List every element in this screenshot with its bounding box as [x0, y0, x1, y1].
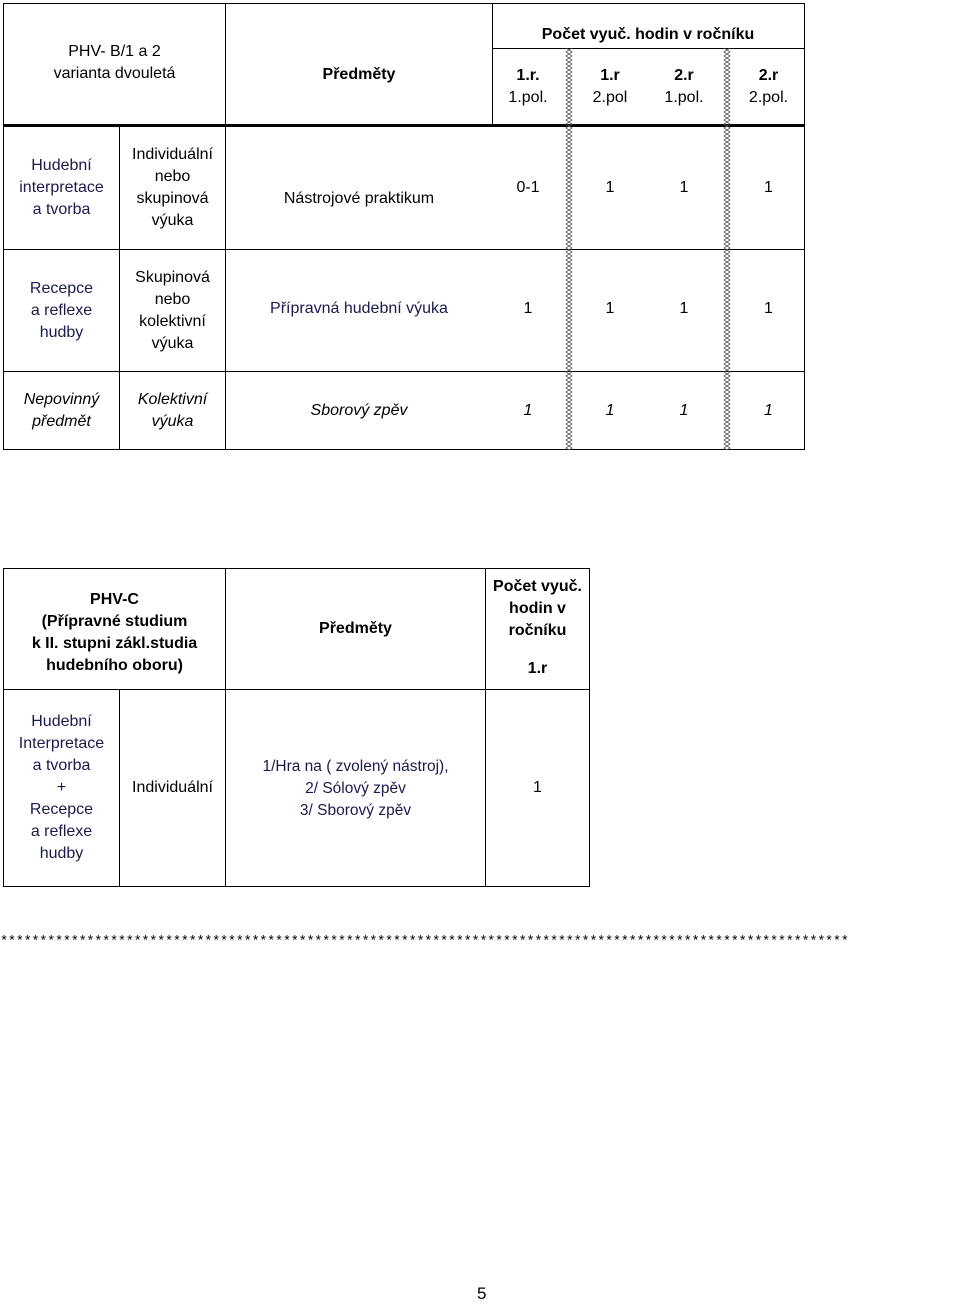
row3-value-2: 1	[605, 402, 615, 419]
year-header-4: 2.r 2.pol.	[748, 67, 789, 106]
program-title-cell	[4, 38, 225, 88]
zigzag-divider	[563, 48, 575, 450]
row3-value-1: 1	[523, 402, 533, 419]
row1-form: Individuální nebo skupinová výuka	[132, 146, 213, 229]
phv-c-area: Hudební Interpretace a tvorba + Recepce a reflexe hudby	[18, 713, 105, 862]
row3-form: Kolektivní výuka	[137, 390, 208, 430]
year-header-1: 1.r. 1.pol.	[508, 67, 548, 106]
phv-c-subjects-header: Předměty	[319, 620, 392, 637]
row3-value-3: 1	[679, 402, 689, 419]
row2-value-3: 1	[679, 300, 689, 317]
row1-value-2: 1	[605, 179, 615, 196]
phv-c-form: Individuální	[132, 779, 213, 796]
page-number: 5	[477, 1284, 487, 1303]
program-variant: varianta dvouletá	[53, 65, 176, 82]
zigzag-divider	[721, 48, 733, 450]
phv-c-title: PHV-C (Přípravné studium k II. stupni zákl.studia hudebního oboru)	[31, 591, 198, 674]
subjects-header: Předměty	[322, 66, 396, 83]
phv-c-hours-header: Počet vyuč. hodin v ročníku	[493, 578, 582, 639]
year-header-2: 1.r 2.pol	[592, 67, 628, 106]
row1-value-3: 1	[679, 179, 689, 196]
row3-value-4: 1	[764, 402, 773, 419]
program-title: PHV- B/1 a 2	[68, 43, 161, 60]
phv-c-subjects: 1/Hra na ( zvolený nástroj), 2/ Sólový zpěv 3/ Sborový zpěv	[262, 758, 449, 819]
year-header-3: 2.r 1.pol.	[664, 67, 704, 106]
row1-value-4: 1	[764, 179, 773, 196]
row2-value-4: 1	[764, 300, 773, 317]
row2-value-1: 1	[523, 300, 533, 317]
row1-area: Hudební interpretace a tvorba	[19, 157, 104, 218]
row1-value-1: 0-1	[516, 179, 540, 196]
asterisk-separator: ************************************************************************************************************	[0, 935, 849, 950]
row2-area: Recepce a reflexe hudby	[29, 279, 94, 341]
row2-value-2: 1	[605, 300, 615, 317]
row3-subject: Sborový zpěv	[310, 402, 408, 419]
row2-form: Skupinová nebo kolektivní výuka	[135, 268, 210, 352]
phv-c-value: 1	[533, 779, 542, 796]
phv-c-year-header: 1.r	[527, 660, 548, 677]
row3-area: Nepovinný předmět	[23, 390, 100, 430]
row2-subject: Přípravná hudební výuka	[270, 300, 448, 317]
row1-subject: Nástrojové praktikum	[283, 190, 435, 207]
hours-header: Počet vyuč. hodin v ročníku	[541, 26, 755, 43]
